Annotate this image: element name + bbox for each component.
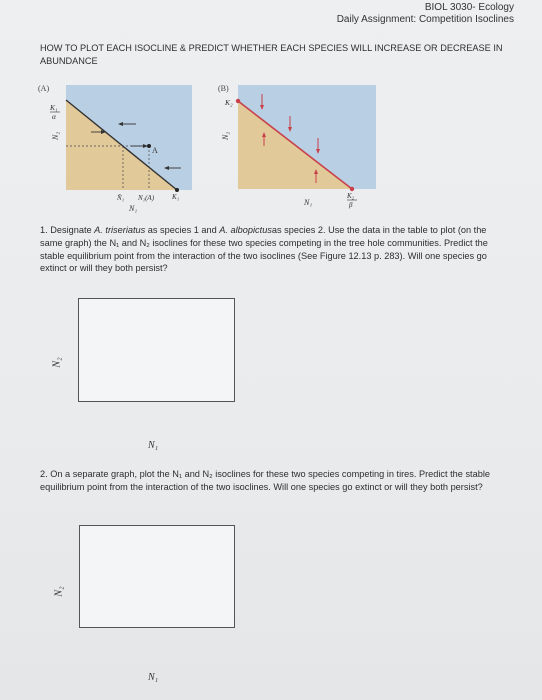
question-2-text: On a separate graph, plot the N₁ and N₂ isoclines for these two species competing in tires. Predict the stable equilibrium point from the interaction of the two isoclines. Will one species go extinct or will they both persist? <box>40 469 490 492</box>
figure-a-point-label: A <box>152 146 158 155</box>
question-1 <box>40 224 508 275</box>
figure-a-point <box>147 144 151 148</box>
figure-a-tick-k1: K₁ <box>172 193 180 201</box>
figure-b-x-num: K₂ <box>347 192 355 200</box>
figure-a-x-axis-label: N₁ <box>129 204 138 213</box>
figure-a <box>36 80 206 215</box>
figure-b-x-axis-label: N₁ <box>304 198 313 207</box>
figure-b-y-intercept: K₂ <box>225 98 233 107</box>
figure-b-x-point <box>350 187 354 191</box>
figure-b-x-den: β <box>349 201 353 209</box>
question-2 <box>40 468 508 494</box>
figure-a-tick-n1a: N₁(A) <box>138 194 155 202</box>
figure-a-y-num: K₁ <box>50 103 58 112</box>
question-1-number: 1. <box>40 225 48 235</box>
graph-box-1[interactable] <box>78 298 235 402</box>
figure-a-k1-point <box>175 188 179 192</box>
figure-b-panel-label: (B) <box>218 84 229 93</box>
question-2-number: 2. <box>40 469 48 479</box>
species-2-name: A. albopictus <box>219 225 272 235</box>
figure-a-panel-label: (A) <box>38 84 50 93</box>
graph-2-x-axis-label: N₁ <box>148 672 159 683</box>
graph-box-2[interactable] <box>79 525 235 628</box>
question-1-text-b: as species 1 and <box>145 225 220 235</box>
species-1-name: A. triseriatus <box>94 225 146 235</box>
graph-1-x-axis-label: N₁ <box>148 440 159 451</box>
graph-1-y-axis-label: N₂ <box>51 357 63 368</box>
question-1-text-c: as species 2. Use the data in the table to plot (on the same graph) the N₁ and N₂ isoclines for these two species competing in the tree hole communities. Predict the stable equilibrium point from the interaction of the two isoclines (See Figure 12.13 p. 283). Will one species go extinct or will they both persist? <box>40 225 488 274</box>
figure-b-k2-point <box>236 99 240 103</box>
figure-a-y-den: α <box>52 112 56 121</box>
graph-2-y-axis-label: N₂ <box>53 586 65 597</box>
course-title: BIOL 3030- Ecology <box>424 2 514 13</box>
assignment-title: Daily Assignment: Competition Isoclines <box>336 14 514 25</box>
instructions-heading: HOW TO PLOT EACH ISOCLINE & PREDICT WHETHER EACH SPECIES WILL INCREASE OR DECREASE IN ABUNDANCE <box>40 43 503 66</box>
question-1-text-a: Designate <box>50 225 95 235</box>
figure-b-y-axis-label: N₂ <box>221 131 230 140</box>
figure-b <box>212 80 382 215</box>
figure-a-y-axis-label: N₂ <box>51 131 60 140</box>
figure-a-tick-n1: N̂₁ <box>117 194 125 202</box>
